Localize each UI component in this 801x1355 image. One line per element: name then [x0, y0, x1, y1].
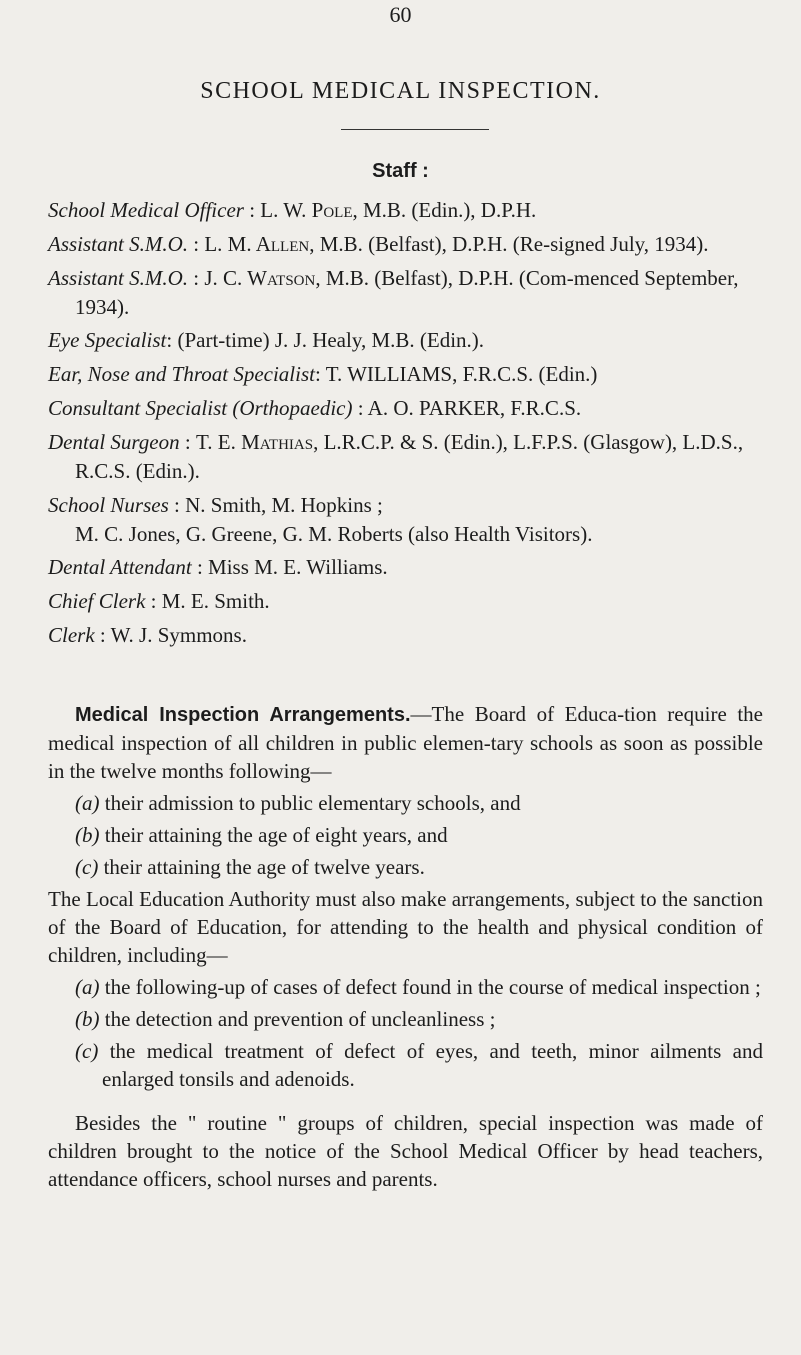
staff-sep: : [94, 622, 111, 647]
page-title: SCHOOL MEDICAL INSPECTION. [200, 78, 601, 104]
staff-entry-continued [48, 520, 763, 549]
staff-entry [48, 230, 763, 259]
staff-role: School Medical Officer [48, 198, 244, 222]
staff-entry [48, 553, 763, 582]
staff-details: , M.B. (Belfast), D.P.H. (Com-menced September, 1934). [75, 265, 739, 319]
staff-details: W. J. Symmons. [110, 622, 247, 647]
staff-list [48, 196, 763, 655]
staff-details: Miss M. E. Williams. [208, 555, 388, 580]
staff-entry [48, 196, 763, 225]
staff-role: Eye Specialist [48, 328, 167, 353]
staff-entry [48, 360, 763, 389]
list-item [48, 821, 763, 849]
staff-entry [48, 428, 763, 486]
staff-heading: Staff : [372, 160, 429, 182]
list-text: their admission to public elementary schools, and [104, 791, 521, 815]
staff-sep: : [145, 589, 162, 614]
list-item [48, 1037, 763, 1093]
staff-sep: : [188, 265, 205, 290]
staff-role: Clerk [48, 622, 95, 647]
staff-details: , L.R.C.P. & S. (Edin.), L.F.P.S. (Glasgow), L.D.S., R.C.S. (Edin.). [75, 429, 744, 483]
arrangements-intro: —The Board of Educa-tion require the medical inspection of all children in public elemen-tary schools as soon as possible in the twelve months following— [48, 702, 763, 783]
body-text [48, 700, 763, 1197]
staff-sep: : [168, 492, 186, 517]
staff-details: (Part-time) J. J. Healy, M.B. (Edin.). [177, 328, 485, 353]
arrangements-paragraph [48, 700, 763, 785]
staff-details: M. E. Smith. [161, 589, 270, 614]
staff-role: Dental Attendant [48, 555, 192, 580]
staff-entry [48, 587, 763, 616]
staff-name: L. M. Allen [204, 231, 310, 256]
staff-role: Ear, Nose and Throat Specialist [48, 362, 315, 387]
list-text: the following-up of cases of defect found in the course of medical inspection ; [104, 975, 761, 999]
staff-sep: : [179, 429, 196, 454]
staff-details: , M.B. (Belfast), D.P.H. (Re-signed July, 1934). [309, 231, 709, 256]
closing-paragraph: Besides the " routine " groups of children, special inspection was made of children brought to the notice of the School Medical Officer by head teachers, attendance officers, school nurses and parents. [48, 1111, 763, 1191]
section-heading: Medical Inspection Arrangements. [75, 704, 411, 726]
staff-sep: : [166, 328, 178, 353]
list-text: the detection and prevention of uncleanliness ; [104, 1007, 496, 1031]
list-label: (a) [75, 975, 100, 999]
list-label: (a) [75, 791, 100, 815]
staff-role: Chief Clerk [48, 589, 146, 614]
staff-name: J. C. Watson [204, 265, 316, 290]
list-text: their attaining the age of twelve years. [103, 855, 425, 879]
staff-entry [48, 394, 763, 423]
staff-entry [48, 491, 763, 520]
staff-role: Assistant S.M.O. [48, 265, 189, 290]
list-text: their attaining the age of eight years, and [104, 823, 448, 847]
staff-role: Dental Surgeon [48, 429, 180, 454]
title-divider [341, 129, 489, 130]
staff-role: Consultant Specialist (Orthopaedic) [48, 395, 353, 420]
staff-role: School Nurses [48, 492, 169, 517]
staff-name: T. E. Mathias [195, 429, 314, 454]
list-item [48, 789, 763, 817]
staff-details: , M.B. (Edin.), D.P.H. [352, 198, 537, 222]
list-item [48, 1005, 763, 1033]
staff-entry [48, 264, 763, 322]
staff-details: A. O. PARKER, F.R.C.S. [367, 395, 582, 420]
list-text: the medical treatment of defect of eyes, and teeth, minor ailments and enlarged tonsils and adenoids. [102, 1039, 763, 1091]
staff-details: T. WILLIAMS, F.R.C.S. (Edin.) [325, 362, 598, 387]
staff-sep: : [314, 362, 326, 387]
staff-sep: : [352, 395, 368, 420]
list-item [48, 973, 763, 1001]
staff-entry [48, 621, 763, 650]
list-label: (c) [75, 1039, 99, 1063]
authority-paragraph: The Local Education Authority must also make arrangements, subject to the sanction of the Board of Education, for attending to the health and physical condition of children, including— [48, 887, 763, 967]
staff-entry [48, 326, 763, 355]
staff-name: L. W. Pole [260, 198, 353, 222]
list-label: (c) [75, 855, 99, 879]
staff-details: M. C. Jones, G. Greene, G. M. Roberts (also Health Visitors). [75, 521, 593, 546]
staff-sep: : [191, 555, 209, 580]
staff-sep: : [188, 231, 205, 256]
staff-sep: : [243, 198, 261, 222]
staff-role: Assistant S.M.O. [48, 231, 189, 256]
list-label: (b) [75, 823, 100, 847]
page-number: 60 [389, 2, 412, 27]
list-label: (b) [75, 1007, 100, 1031]
staff-details: N. Smith, M. Hopkins ; [185, 492, 383, 517]
list-item [48, 853, 763, 881]
